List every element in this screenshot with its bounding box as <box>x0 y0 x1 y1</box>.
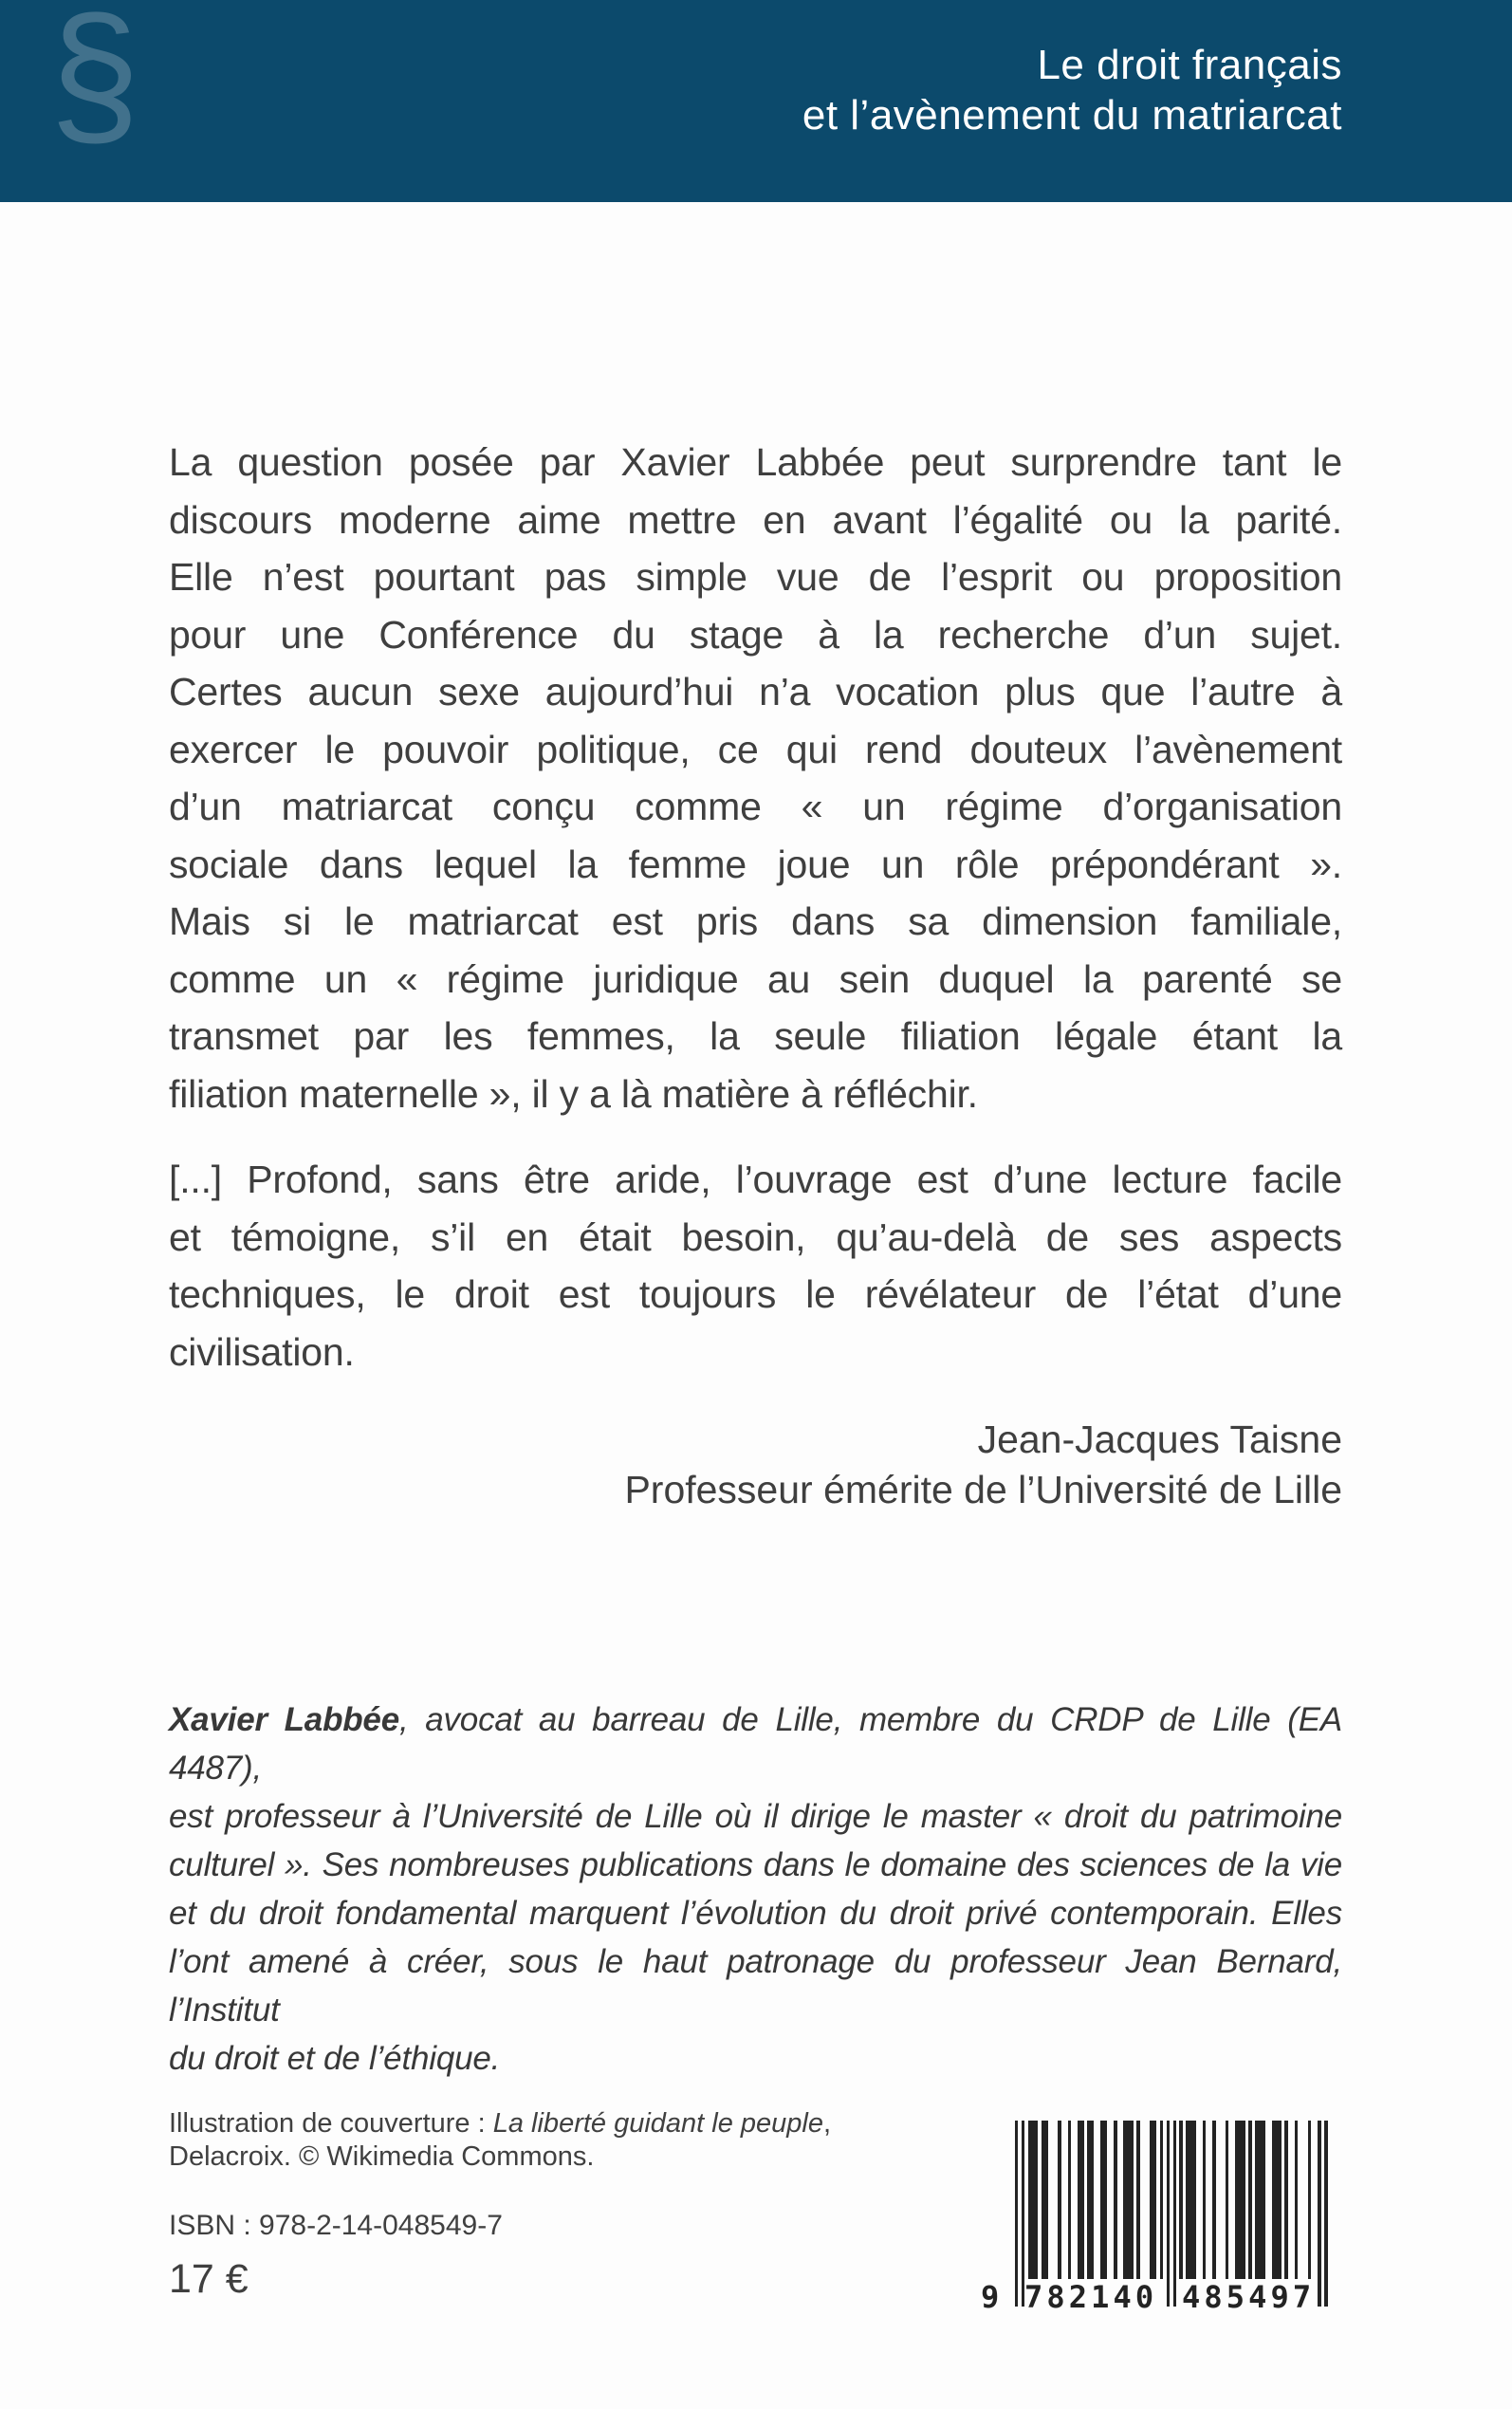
section-symbol-glyph: § <box>49 0 140 165</box>
bio-line-1-rest: , avocat au barreau de Lille, membre du CRDP de Lille (EA 4487), <box>169 1701 1342 1787</box>
review-line: Elle n’est pourtant pas simple vue de l’esprit ou proposition <box>169 555 1342 599</box>
bio-line: du droit et de l’éthique. <box>169 2040 501 2077</box>
bio-line: l’ont amené à créer, sous le haut patronage du professeur Jean Bernard, l’Institut <box>169 1943 1342 2029</box>
credit-prefix: Illustration de couverture : <box>169 2108 493 2139</box>
review-line: discours moderne aime mettre en avant l’égalité ou la parité. <box>169 497 1342 542</box>
review-line: d’un matriarcat conçu comme « un régime d’organisation <box>169 785 1342 828</box>
author-bio <box>169 1696 1342 2083</box>
author-name: Xavier Labbée <box>169 1701 399 1738</box>
review-line: sociale dans lequel la femme joue un rôle prépondérant ». <box>169 842 1342 886</box>
review-line: Certes aucun sexe aujourd’hui n’a vocation plus que l’autre à <box>169 670 1342 713</box>
price-label: 17 € <box>169 2256 249 2302</box>
review-line: et témoigne, s’il en était besoin, qu’au-delà de ses aspects <box>169 1214 1342 1259</box>
review-line: Mais si le matriarcat est pris dans sa dimension familiale, <box>169 899 1342 943</box>
bio-line: est professeur à l’Université de Lille où il dirige le master « droit du patrimoine <box>169 1798 1342 1835</box>
reviewer-name: Jean-Jacques Taisne <box>977 1418 1342 1461</box>
bio-line: culturel ». Ses nombreuses publications dans le domaine des sciences de la vie <box>169 1846 1342 1883</box>
reviewer-signature <box>169 1415 1342 1515</box>
review-line: transmet par les femmes, la seule filiation légale étant la <box>169 1014 1342 1058</box>
book-title <box>802 40 1342 140</box>
barcode-digits <box>977 2279 1330 2315</box>
header-band <box>0 0 1512 202</box>
review-line: La question posée par Xavier Labbée peut surprendre tant le <box>169 440 1342 484</box>
review-paragraph-1 <box>169 434 1342 1122</box>
credit-work-title: La liberté guidant le peuple <box>492 2108 824 2139</box>
barcode <box>977 2121 1330 2315</box>
review-line: filiation maternelle », il y a là matière à réfléchir. <box>169 1071 978 1116</box>
review-line: [...] Profond, sans être aride, l’ouvrage est d’une lecture facile <box>169 1158 1342 1201</box>
title-line-2: et l’avènement du matriarcat <box>802 92 1342 139</box>
review-line: techniques, le droit est toujours le révélateur de l’état d’une <box>169 1272 1342 1316</box>
credit-suffix: , <box>823 2108 832 2139</box>
barcode-digit-group: 485497 <box>1182 2279 1316 2315</box>
isbn-label: ISBN : 978-2-14-048549-7 <box>169 2210 503 2241</box>
review-line: pour une Conférence du stage à la recherche d’un sujet. <box>169 612 1342 657</box>
review-line: comme un « régime juridique au sein duquel la parenté se <box>169 956 1342 1001</box>
title-line-1: Le droit français <box>1037 42 1342 88</box>
review-line: civilisation. <box>169 1329 355 1374</box>
credit-line-2: Delacroix. © Wikimedia Commons. <box>169 2141 595 2172</box>
review-line: exercer le pouvoir politique, ce qui rend douteux l’avènement <box>169 727 1342 771</box>
barcode-leading-digit: 9 <box>981 2279 1000 2315</box>
barcode-digit-group: 782140 <box>1024 2279 1158 2315</box>
bio-line <box>169 1696 1342 1792</box>
bio-line: et du droit fondamental marquent l’évolution du droit privé contemporain. Elles <box>169 1895 1342 1932</box>
review-paragraph-2 <box>169 1151 1342 1381</box>
reviewer-title: Professeur émérite de l’Université de Lille <box>624 1468 1342 1511</box>
